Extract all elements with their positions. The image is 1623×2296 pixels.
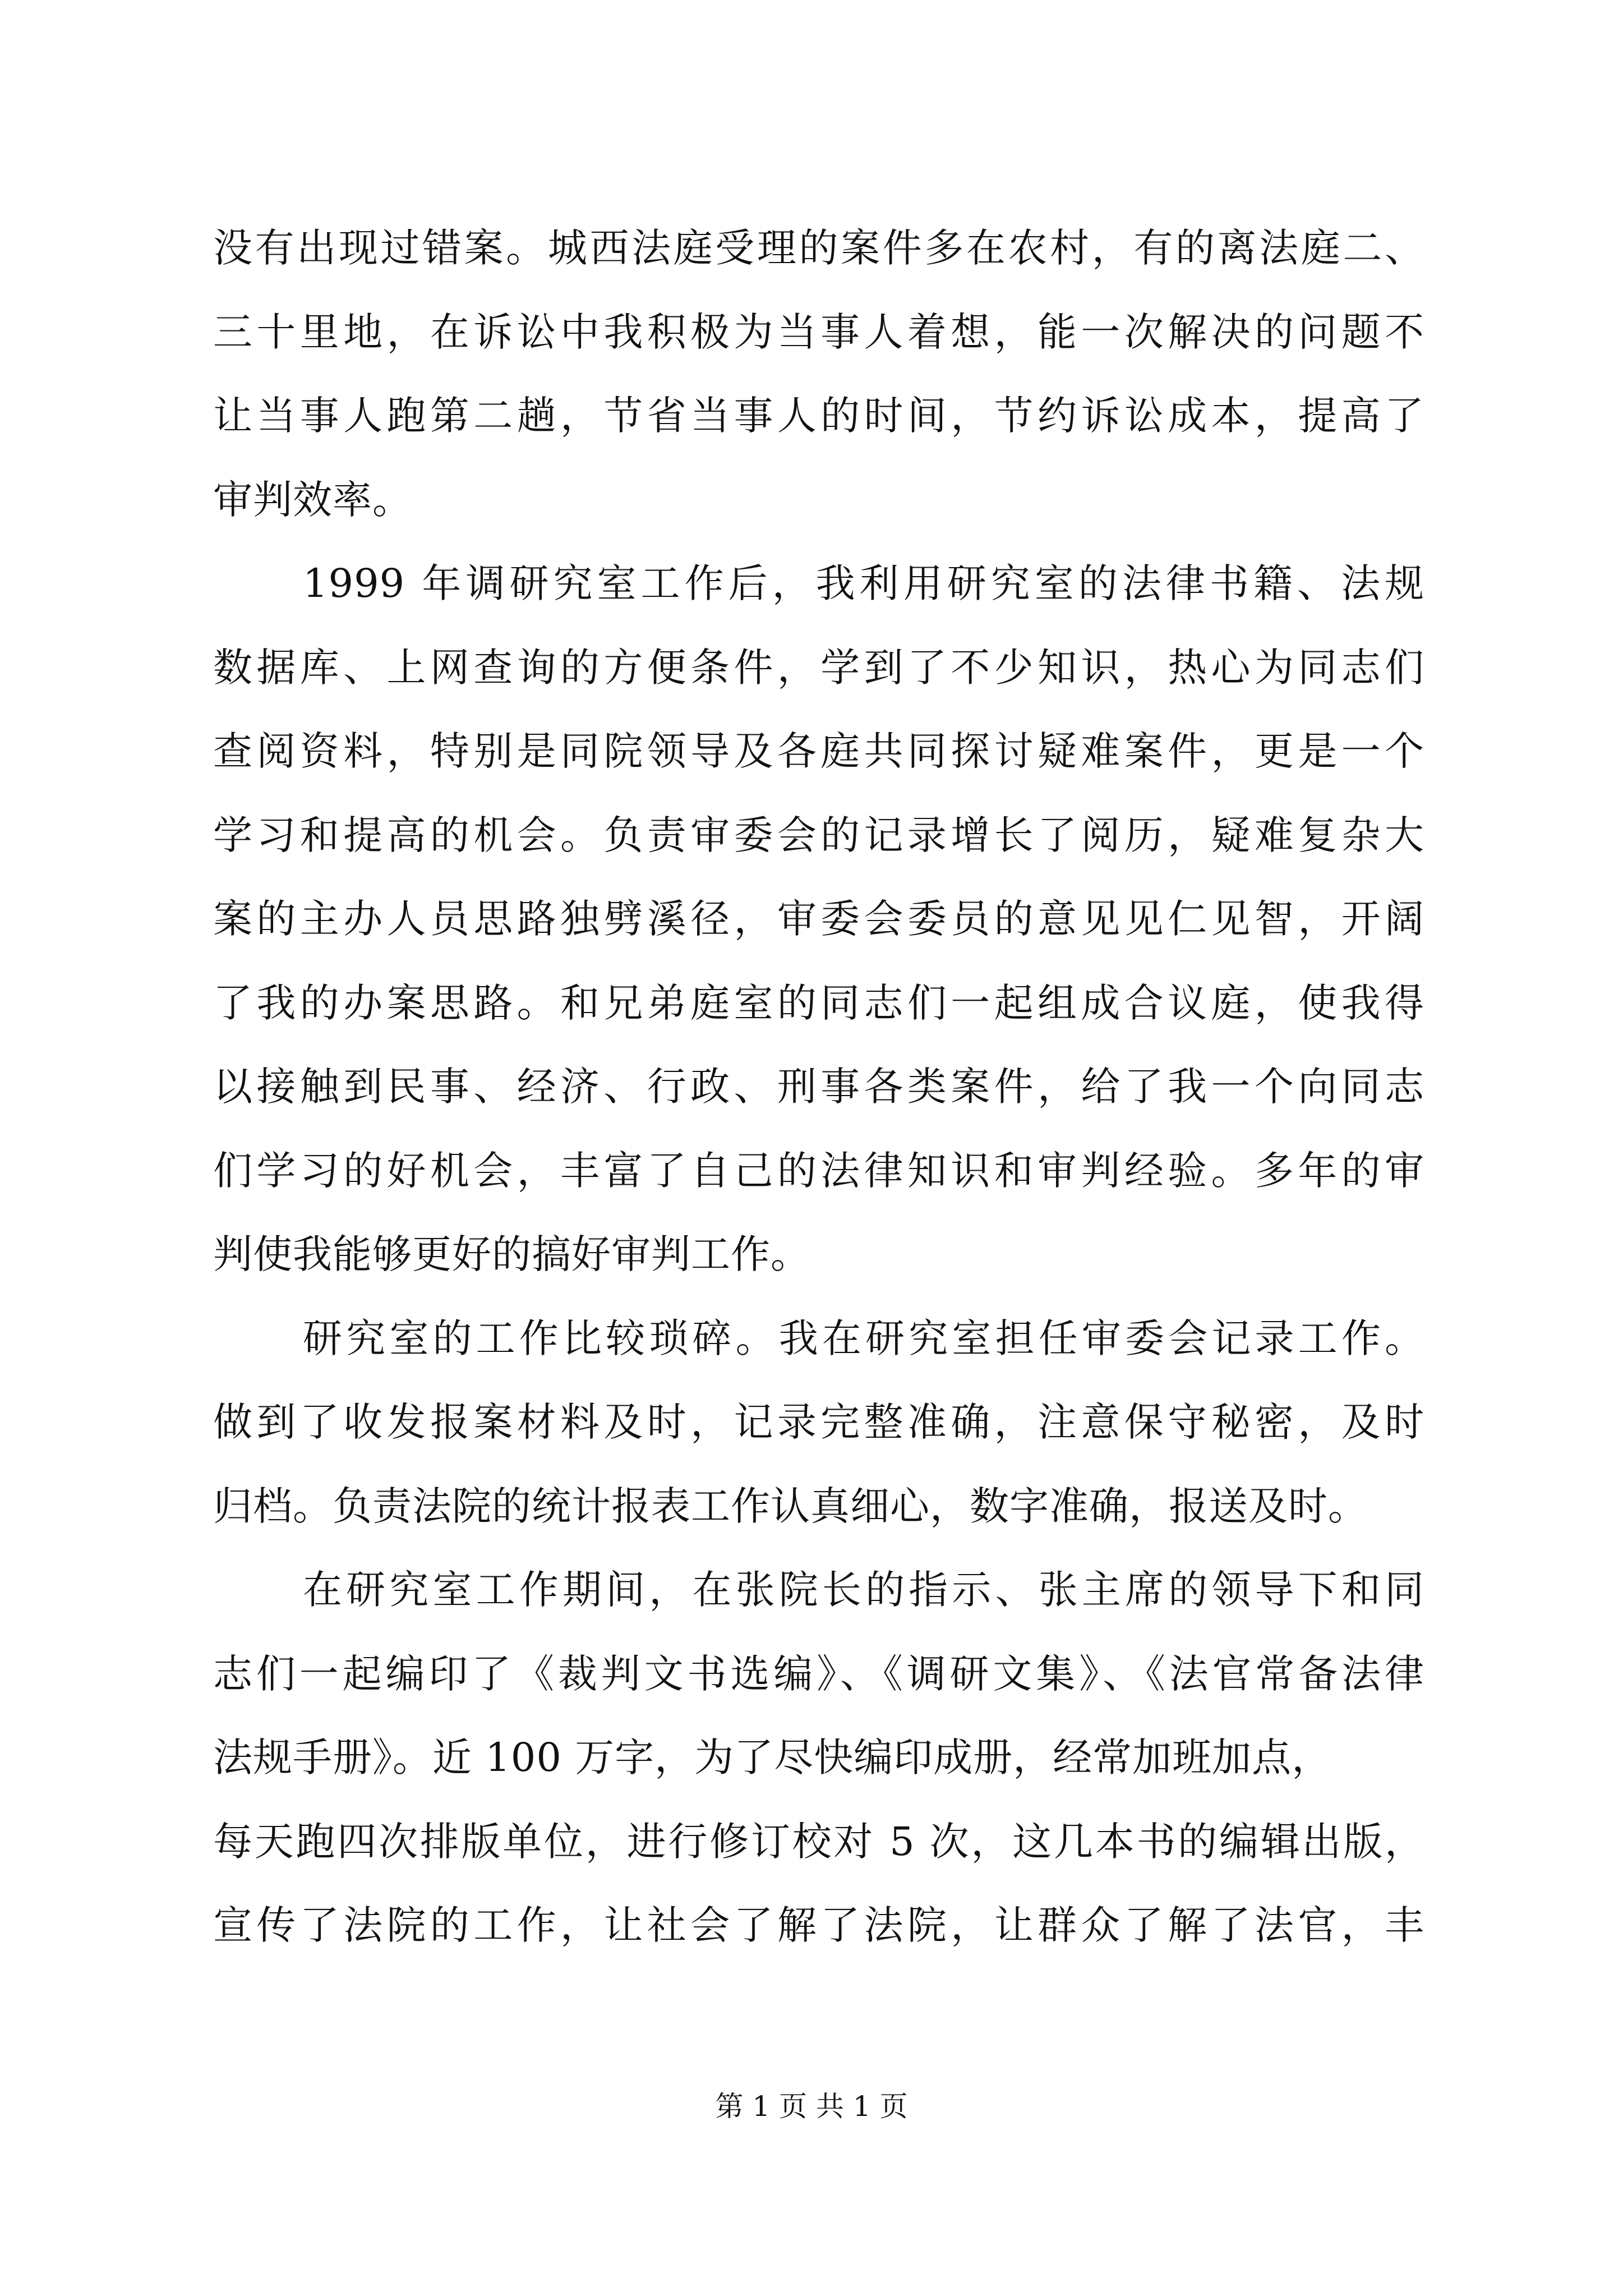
text-line: 审判效率。	[213, 476, 412, 523]
text-line: 归档。负责法院的统计报表工作认真细心，数字准确，报送及时。	[213, 1483, 1368, 1529]
text-line: 查阅资料，特别是同院领导及各庭共同探讨疑难案件，更是一个	[213, 728, 1424, 774]
text-line: 数据库、上网查询的方便条件，学到了不少知识，热心为同志们	[213, 644, 1424, 691]
text-line: 三十里地，在诉讼中我积极为当事人着想，能一次解决的问题不	[213, 309, 1424, 355]
text-line: 判使我能够更好的搞好审判工作。	[213, 1231, 810, 1277]
text-line: 以接触到民事、经济、行政、刑事各类案件，给了我一个向同志	[213, 1064, 1424, 1110]
text-line: 宣传了法院的工作，让社会了解了法院，让群众了解了法官，丰	[213, 1902, 1424, 1948]
text-line: 法规手册》。近 100 万字，为了尽快编印成册，经常加班加点，	[213, 1734, 1332, 1780]
text-line: 没有出现过错案。城西法庭受理的案件多在农村，有的离法庭二、	[213, 225, 1424, 271]
text-line: 让当事人跑第二趟，节省当事人的时间，节约诉讼成本，提高了	[213, 393, 1424, 439]
text-line: 每天跑四次排版单位，进行修订校对 5 次，这几本书的编辑出版，	[213, 1818, 1424, 1865]
text-line: 们学习的好机会，丰富了自己的法律知识和审判经验。多年的审	[213, 1147, 1424, 1194]
text-line: 做到了收发报案材料及时，记录完整准确，注意保守秘密，及时	[213, 1399, 1424, 1445]
paragraph-start-line: 在研究室工作期间，在张院长的指示、张主席的领导下和同	[303, 1567, 1424, 1613]
text-line: 案的主办人员思路独劈溪径，审委会委员的意见见仁见智，开阔	[213, 896, 1424, 942]
page-number-footer: 第 1 页 共 1 页	[715, 2090, 908, 2123]
document-body	[213, 206, 1424, 1968]
text-line: 学习和提高的机会。负责审委会的记录增长了阅历，疑难复杂大	[213, 812, 1424, 858]
paragraph-start-line: 研究室的工作比较琐碎。我在研究室担任审委会记录工作。	[303, 1315, 1424, 1361]
text-line: 了我的办案思路。和兄弟庭室的同志们一起组成合议庭，使我得	[213, 979, 1424, 1026]
paragraph-start-line: 1999 年调研究室工作后，我利用研究室的法律书籍、法规	[303, 560, 1424, 606]
text-line: 志们一起编印了《裁判文书选编》、《调研文集》、《法官常备法律	[213, 1650, 1424, 1697]
